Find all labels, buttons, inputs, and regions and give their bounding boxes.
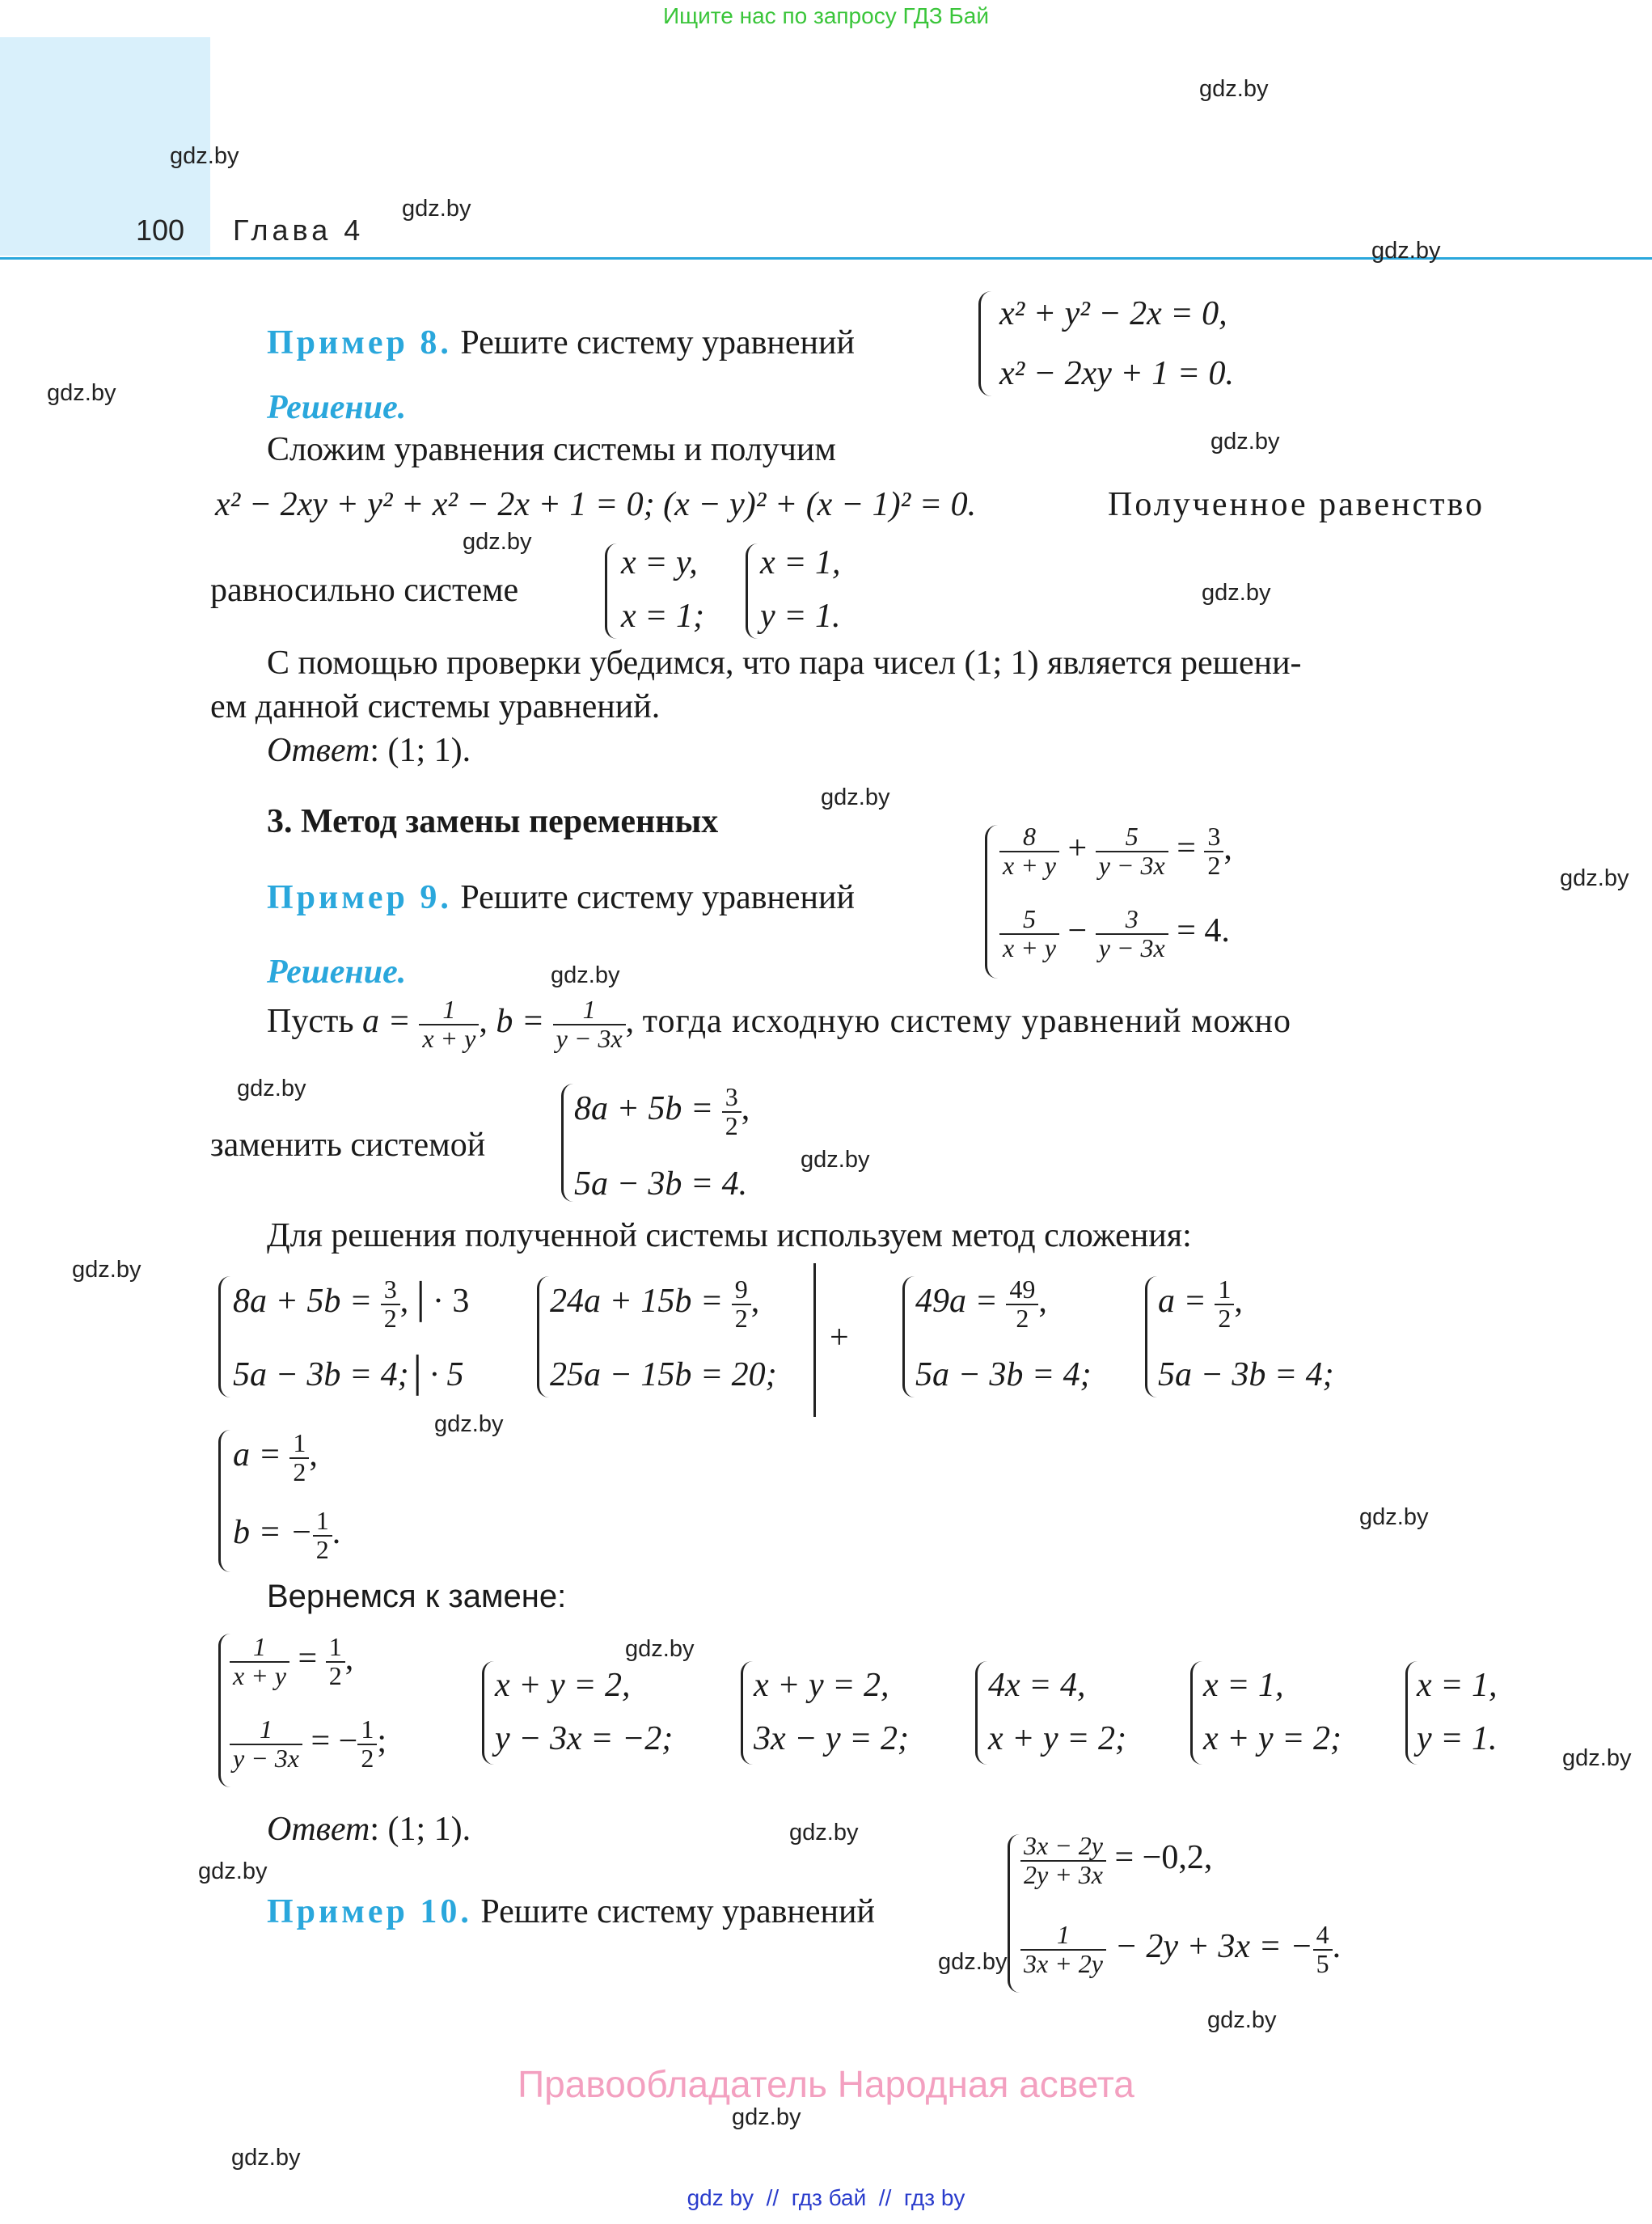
equation: $\frac{1}{3x + 2y}$ − 2y + 3x = − $\frac{4}{5}$ . xyxy=(1020,1922,1341,1977)
equation: y = 1. xyxy=(760,598,841,635)
watermark: gdz.by xyxy=(1359,1504,1429,1530)
addition-bar xyxy=(813,1263,816,1417)
watermark: gdz.by xyxy=(1207,2007,1277,2033)
paragraph: ем данной системы уравнений. xyxy=(210,688,661,725)
watermark: gdz.by xyxy=(402,196,471,222)
answer-label: Ответ xyxy=(267,1811,370,1848)
system-brace xyxy=(1190,1661,1202,1765)
example-9-heading xyxy=(267,878,855,917)
watermark: gdz.by xyxy=(1199,76,1269,102)
watermark: gdz.by xyxy=(72,1257,142,1283)
system-brace xyxy=(605,543,617,639)
equation: x + y = 2; xyxy=(1203,1720,1341,1757)
system-brace xyxy=(985,825,999,979)
system-brace xyxy=(975,1661,987,1765)
paragraph: Для решения полученной системы используем метод сложения: xyxy=(267,1217,1192,1254)
equation: 25a − 15b = 20; xyxy=(550,1356,777,1393)
equation: $\frac{8}{x + y}$ + $\frac{5}{y - 3x}$ = $\frac{3}{2}$ , xyxy=(999,823,1232,879)
equation: 3x − y = 2; xyxy=(754,1720,909,1757)
answer xyxy=(267,1810,471,1849)
equation: a = $\frac{1}{2}$ , xyxy=(233,1428,318,1486)
watermark: gdz.by xyxy=(231,2145,301,2171)
watermark: gdz.by xyxy=(434,1411,504,1437)
watermark: gdz.by xyxy=(789,1820,859,1846)
watermark: gdz.by xyxy=(463,529,532,555)
system-brace xyxy=(1405,1661,1418,1765)
equation: x + y = 2; xyxy=(988,1720,1126,1757)
equation: $\frac{1}{y - 3x}$ = − $\frac{1}{2}$ ; xyxy=(230,1716,387,1772)
answer xyxy=(267,731,471,770)
equation: x = 1, xyxy=(1417,1667,1498,1704)
example-10-heading xyxy=(267,1892,875,1931)
watermark: gdz.by xyxy=(801,1147,870,1173)
watermark: gdz.by xyxy=(1371,238,1441,264)
equation: 8a + 5b = $\frac{3}{2}$ ,│· 3 xyxy=(233,1275,470,1333)
watermark: gdz.by xyxy=(198,1858,268,1884)
example-task: Решите систему уравнений xyxy=(460,879,855,916)
substitution-line: Пусть a = $\frac{1}{x + y}$ , b = $\frac{1}{y - 3x}$ , тогда исходную систему уравнений можно xyxy=(267,995,1291,1053)
watermark: gdz.by xyxy=(1202,580,1271,606)
paragraph: Полученное равенство xyxy=(1108,486,1485,523)
equation: 5a − 3b = 4. xyxy=(574,1165,748,1203)
solution-label: Решение. xyxy=(267,953,407,991)
system-brace xyxy=(561,1084,573,1202)
equation: x = 1, xyxy=(760,544,841,581)
paragraph: Вернемся к замене: xyxy=(267,1579,567,1614)
watermark: gdz.by xyxy=(551,962,620,988)
equation: $\frac{5}{x + y}$ − $\frac{3}{y - 3x}$ = 4. xyxy=(999,906,1230,962)
equation: x + y = 2, xyxy=(754,1667,889,1704)
system-brace xyxy=(218,1276,230,1397)
system-brace xyxy=(537,1276,549,1397)
chapter-title: Глава 4 xyxy=(233,214,365,247)
example-label: Пример 10. xyxy=(267,1893,472,1930)
equation: 24a + 15b = $\frac{9}{2}$ , xyxy=(550,1275,760,1333)
paragraph: заменить системой xyxy=(210,1127,486,1164)
answer-label: Ответ xyxy=(267,732,370,769)
system-brace xyxy=(218,1634,230,1787)
answer-value: : (1; 1). xyxy=(370,732,471,769)
paragraph: равносильно системе xyxy=(210,572,519,609)
top-banner[interactable]: Ищите нас по запросу ГДЗ Бай xyxy=(662,3,990,28)
equation: y = 1. xyxy=(1417,1720,1498,1757)
equation-line: x² − 2xy + y² + x² − 2x + 1 = 0; (x − y)² + (x − 1)² = 0. xyxy=(215,486,977,523)
equation: x + y = 2, xyxy=(495,1667,631,1704)
example-task: Решите систему уравнений xyxy=(480,1893,875,1930)
equation: 4x = 4, xyxy=(988,1667,1086,1704)
equation: b = − $\frac{1}{2}$ . xyxy=(233,1506,341,1564)
system-brace xyxy=(482,1661,494,1765)
system-brace xyxy=(1008,1834,1020,1993)
watermark: gdz.by xyxy=(47,380,116,406)
example-8-heading xyxy=(267,323,855,362)
page-number: 100 xyxy=(136,214,185,247)
footer-links[interactable]: gdz by // гдз бай // гдз by xyxy=(687,2185,965,2210)
example-label: Пример 9. xyxy=(267,879,452,916)
system-brace xyxy=(218,1430,230,1572)
watermark: gdz.by xyxy=(625,1636,695,1662)
system-brace xyxy=(1145,1276,1157,1397)
answer-value: : (1; 1). xyxy=(370,1811,471,1848)
equation: 5a − 3b = 4;│· 5 xyxy=(233,1356,464,1393)
system-brace xyxy=(746,543,758,639)
plus-sign: + xyxy=(830,1319,849,1356)
equation: $\frac{1}{x + y}$ = $\frac{1}{2}$ , xyxy=(230,1634,353,1689)
equation: 8a + 5b = $\frac{3}{2}$ , xyxy=(574,1082,750,1140)
system-brace xyxy=(978,291,992,396)
equation: x² − 2xy + 1 = 0. xyxy=(999,355,1235,392)
paragraph: Сложим уравнения системы и получим xyxy=(267,431,836,468)
watermark: gdz.by xyxy=(821,784,890,810)
equation: 5a − 3b = 4; xyxy=(1158,1356,1334,1393)
watermark: gdz.by xyxy=(732,2104,801,2130)
example-task: Решите систему уравнений xyxy=(460,324,855,362)
example-label: Пример 8. xyxy=(267,324,452,362)
equation: $\frac{3x - 2y}{2y + 3x}$ = −0,2, xyxy=(1020,1833,1212,1888)
solution-label: Решение. xyxy=(267,389,407,426)
section-title: 3. Метод замены переменных xyxy=(267,803,719,840)
copyright-notice: Правообладатель Народная асвета xyxy=(518,2063,1134,2105)
equation: a = $\frac{1}{2}$ , xyxy=(1158,1275,1243,1333)
watermark: gdz.by xyxy=(170,143,239,169)
watermark: gdz.by xyxy=(938,1949,1008,1975)
equation: x = 1, xyxy=(1203,1667,1284,1704)
equation: x = 1; xyxy=(621,598,704,635)
equation: x = y, xyxy=(621,544,698,581)
paragraph: С помощью проверки убедимся, что пара чисел (1; 1) является решени- xyxy=(267,645,1302,682)
watermark: gdz.by xyxy=(1210,429,1280,455)
watermark: gdz.by xyxy=(1560,865,1629,891)
watermark: gdz.by xyxy=(1562,1745,1632,1771)
equation: 49a = $\frac{49}{2}$ , xyxy=(915,1275,1047,1333)
watermark: gdz.by xyxy=(237,1076,306,1101)
system-brace xyxy=(741,1661,753,1765)
equation: y − 3x = −2; xyxy=(495,1720,674,1757)
equation: x² + y² − 2x = 0, xyxy=(999,295,1227,332)
system-brace xyxy=(902,1276,915,1397)
equation: 5a − 3b = 4; xyxy=(915,1356,1092,1393)
